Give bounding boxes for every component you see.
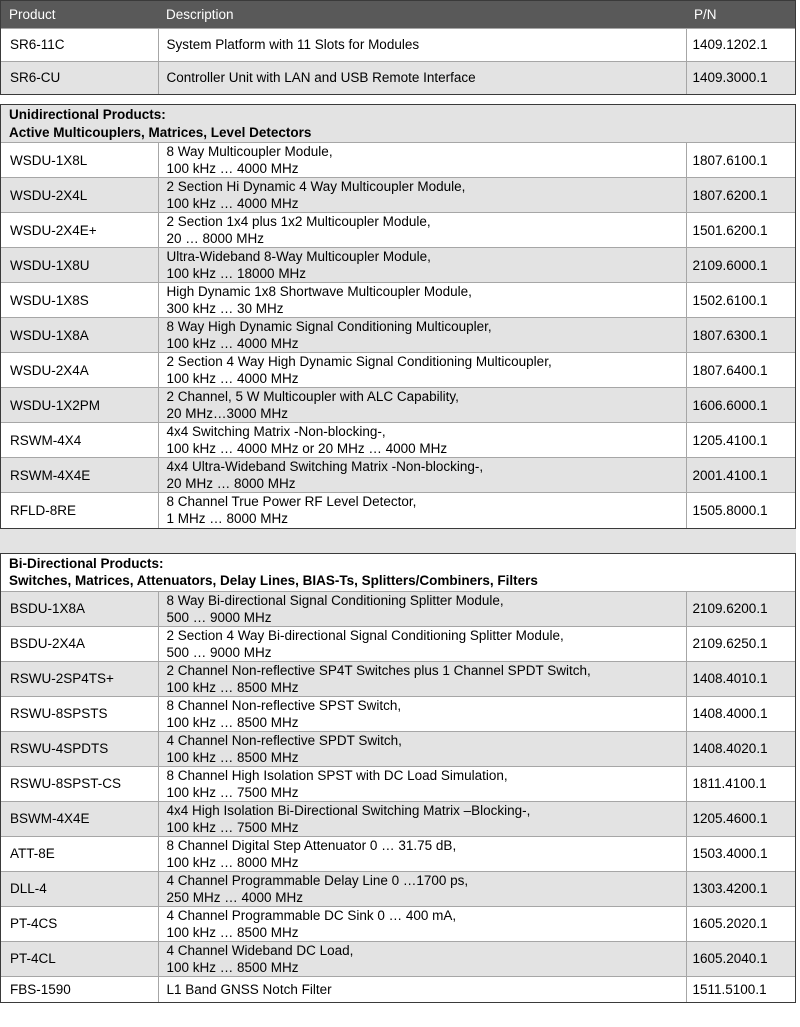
description-line: 100 kHz … 18000 MHz [166,266,307,281]
pn-cell: 1408.4010.1 [686,661,795,696]
description-line: 20 … 8000 MHz [166,231,265,246]
description-line: 100 kHz … 8500 MHz [166,714,299,730]
table-row [1,28,795,61]
description-cell [158,941,686,976]
pn-cell: 2109.6200.1 [686,591,795,626]
product-cell: WSDU-2X4A [1,353,158,388]
description-cell [158,423,686,458]
product-cell: WSDU-2X4E+ [1,213,158,248]
table-row [1,836,795,871]
pn-cell: 1605.2040.1 [686,941,795,976]
description-line: 8 Way Bi-directional Signal Conditioning Splitter Module, [166,592,504,608]
pn-cell: 1409.1202.1 [686,28,795,61]
description-cell [158,28,686,61]
table-row [1,626,795,661]
table-row [1,731,795,766]
description-line: 8 Channel Digital Step Attenuator 0 … 31.75 dB, [166,837,457,853]
pn-cell: 1503.4000.1 [686,836,795,871]
description-line: 20 MHz…3000 MHz [166,406,289,421]
table-row [1,766,795,801]
description-line: 100 kHz … 8500 MHz [166,749,299,765]
product-cell: FBS-1590 [1,976,158,1002]
table-row [1,283,795,318]
description-cell [158,61,686,94]
table-row [1,801,795,836]
product-cell: WSDU-1X2PM [1,388,158,423]
description-cell [158,836,686,871]
pn-cell: 1502.6100.1 [686,283,795,318]
pn-cell: 1511.5100.1 [686,976,795,1002]
pn-cell: 1807.6100.1 [686,143,795,178]
description-cell [158,143,686,178]
product-cell: RFLD-8RE [1,493,158,528]
products-table [1,554,795,1003]
section-title-line: Switches, Matrices, Attenuators, Delay Lines, BIAS-Ts, Splitters/Combiners, Filters [9,573,538,588]
product-cell: DLL-4 [1,871,158,906]
table-block [0,0,796,95]
description-line: 2 Section Hi Dynamic 4 Way Multicoupler Module, [166,179,466,194]
product-cell: SR6-11C [1,28,158,61]
description-line: 500 … 9000 MHz [166,609,272,625]
description-line: 100 kHz … 8500 MHz [166,924,299,940]
pn-cell: 2001.4100.1 [686,458,795,493]
description-cell [158,458,686,493]
description-line: 8 Channel Non-reflective SPST Switch, [166,697,402,713]
description-line: 4 Channel Programmable Delay Line 0 …1700 ps, [166,872,469,888]
table-row [1,906,795,941]
table-row [1,871,795,906]
description-line: 100 kHz … 8000 MHz [166,854,299,870]
product-cell: BSDU-1X8A [1,591,158,626]
description-line: 100 kHz … 8500 MHz [166,679,299,695]
description-line: 100 kHz … 7500 MHz [166,784,299,800]
product-cell: BSWM-4X4E [1,801,158,836]
description-line: 4 Channel Non-reflective SPDT Switch, [166,732,402,748]
description-line: 4x4 Switching Matrix -Non-blocking-, [166,424,386,439]
product-cell: WSDU-1X8L [1,143,158,178]
column-header-pn: P/N [686,1,795,28]
description-line: 8 Way Multicoupler Module, [166,144,333,159]
description-line: 100 kHz … 4000 MHz [166,371,299,386]
description-cell [158,591,686,626]
description-cell [158,976,686,1002]
product-cell: RSWU-8SPSTS [1,696,158,731]
table-row [1,976,795,1002]
pn-cell: 1501.6200.1 [686,213,795,248]
description-line: 2 Channel, 5 W Multicoupler with ALC Capability, [166,389,459,404]
description-cell [158,626,686,661]
pn-cell: 1205.4600.1 [686,801,795,836]
table-row [1,353,795,388]
description-line: 4x4 High Isolation Bi-Directional Switching Matrix –Blocking-, [166,802,531,818]
description-line: 100 kHz … 4000 MHz [166,196,299,211]
section-header-row [1,554,795,592]
table-row [1,493,795,528]
description-line: 2 Channel Non-reflective SP4T Switches plus 1 Channel SPDT Switch, [166,662,591,678]
description-cell [158,493,686,528]
section-gap [0,95,796,104]
description-cell [158,696,686,731]
description-line: 1 MHz … 8000 MHz [166,511,289,527]
pn-cell: 1505.8000.1 [686,493,795,528]
description-line: 100 kHz … 8500 MHz [166,959,299,975]
product-cell: RSWM-4X4 [1,423,158,458]
description-line: 4x4 Ultra-Wideband Switching Matrix -Non-blocking-, [166,459,484,474]
pn-cell: 1408.4020.1 [686,731,795,766]
product-cell: PT-4CL [1,941,158,976]
table-row [1,248,795,283]
description-line: 300 kHz … 30 MHz [166,301,284,316]
description-cell [158,388,686,423]
pn-cell: 1408.4000.1 [686,696,795,731]
description-line: 4 Channel Wideband DC Load, [166,942,354,958]
table-row [1,388,795,423]
table-row [1,941,795,976]
table-block [0,104,796,529]
table-row [1,591,795,626]
table-row [1,661,795,696]
section-title-line: Active Multicouplers, Matrices, Level Detectors [9,124,312,140]
description-line: High Dynamic 1x8 Shortwave Multicoupler Module, [166,284,472,299]
description-line: 2 Section 4 Way High Dynamic Signal Conditioning Multicoupler, [166,354,552,369]
product-cell: RSWU-2SP4TS+ [1,661,158,696]
pn-cell: 1409.3000.1 [686,61,795,94]
description-line: 8 Channel High Isolation SPST with DC Load Simulation, [166,767,508,783]
pn-cell: 1303.4200.1 [686,871,795,906]
product-cell: SR6-CU [1,61,158,94]
table-header-row [1,1,795,28]
table-row [1,143,795,178]
description-line: L1 Band GNSS Notch Filter [166,981,332,997]
description-cell [158,766,686,801]
pn-cell: 1807.6300.1 [686,318,795,353]
product-cell: RSWU-8SPST-CS [1,766,158,801]
pn-cell: 2109.6000.1 [686,248,795,283]
description-cell [158,318,686,353]
section-title-line: Bi-Directional Products: [9,555,164,571]
description-cell [158,871,686,906]
product-cell: WSDU-1X8U [1,248,158,283]
description-line: 100 kHz … 4000 MHz [166,336,299,351]
pn-cell: 2109.6250.1 [686,626,795,661]
product-cell: WSDU-2X4L [1,178,158,213]
pn-cell: 1606.6000.1 [686,388,795,423]
pn-cell: 1811.4100.1 [686,766,795,801]
table-row [1,213,795,248]
description-cell [158,906,686,941]
pn-cell: 1807.6200.1 [686,178,795,213]
description-cell [158,353,686,388]
table-row [1,178,795,213]
description-line: System Platform with 11 Slots for Modules [166,37,420,52]
product-cell: ATT-8E [1,836,158,871]
table-row [1,696,795,731]
table-block [0,553,796,1004]
section-title-line: Unidirectional Products: [9,107,166,122]
products-table [1,105,795,528]
pn-cell: 1605.2020.1 [686,906,795,941]
description-line: 250 MHz … 4000 MHz [166,889,304,905]
description-cell [158,731,686,766]
description-line: 100 kHz … 4000 MHz [166,161,299,176]
description-line: Controller Unit with LAN and USB Remote Interface [166,70,476,86]
product-cell: WSDU-1X8S [1,283,158,318]
description-line: 100 kHz … 4000 MHz or 20 MHz … 4000 MHz [166,441,448,456]
description-line: 8 Way High Dynamic Signal Conditioning Multicoupler, [166,319,492,334]
description-cell [158,248,686,283]
description-line: 4 Channel Programmable DC Sink 0 … 400 mA, [166,907,457,923]
section-title-cell [1,554,795,592]
pn-cell: 1205.4100.1 [686,423,795,458]
description-cell [158,801,686,836]
description-line: 2 Section 1x4 plus 1x2 Multicoupler Module, [166,214,431,229]
product-cell: WSDU-1X8A [1,318,158,353]
pn-cell: 1807.6400.1 [686,353,795,388]
description-line: Ultra-Wideband 8-Way Multicoupler Module, [166,249,431,264]
table-row [1,458,795,493]
product-cell: BSDU-2X4A [1,626,158,661]
table-row [1,318,795,353]
description-cell [158,661,686,696]
table-row [1,423,795,458]
description-line: 8 Channel True Power RF Level Detector, [166,494,417,510]
table-row [1,61,795,94]
description-cell [158,283,686,318]
product-cell: RSWM-4X4E [1,458,158,493]
description-line: 2 Section 4 Way Bi-directional Signal Conditioning Splitter Module, [166,627,564,643]
section-gap [0,529,796,553]
description-line: 100 kHz … 7500 MHz [166,819,299,835]
description-line: 500 … 9000 MHz [166,644,272,660]
section-title-cell [1,105,795,143]
description-cell [158,178,686,213]
column-header-description: Description [158,1,686,28]
column-header-product: Product [1,1,158,28]
section-header-row [1,105,795,143]
description-cell [158,213,686,248]
description-line: 20 MHz … 8000 MHz [166,476,296,491]
product-cell: PT-4CS [1,906,158,941]
product-cell: RSWU-4SPDTS [1,731,158,766]
products-table [1,1,795,94]
